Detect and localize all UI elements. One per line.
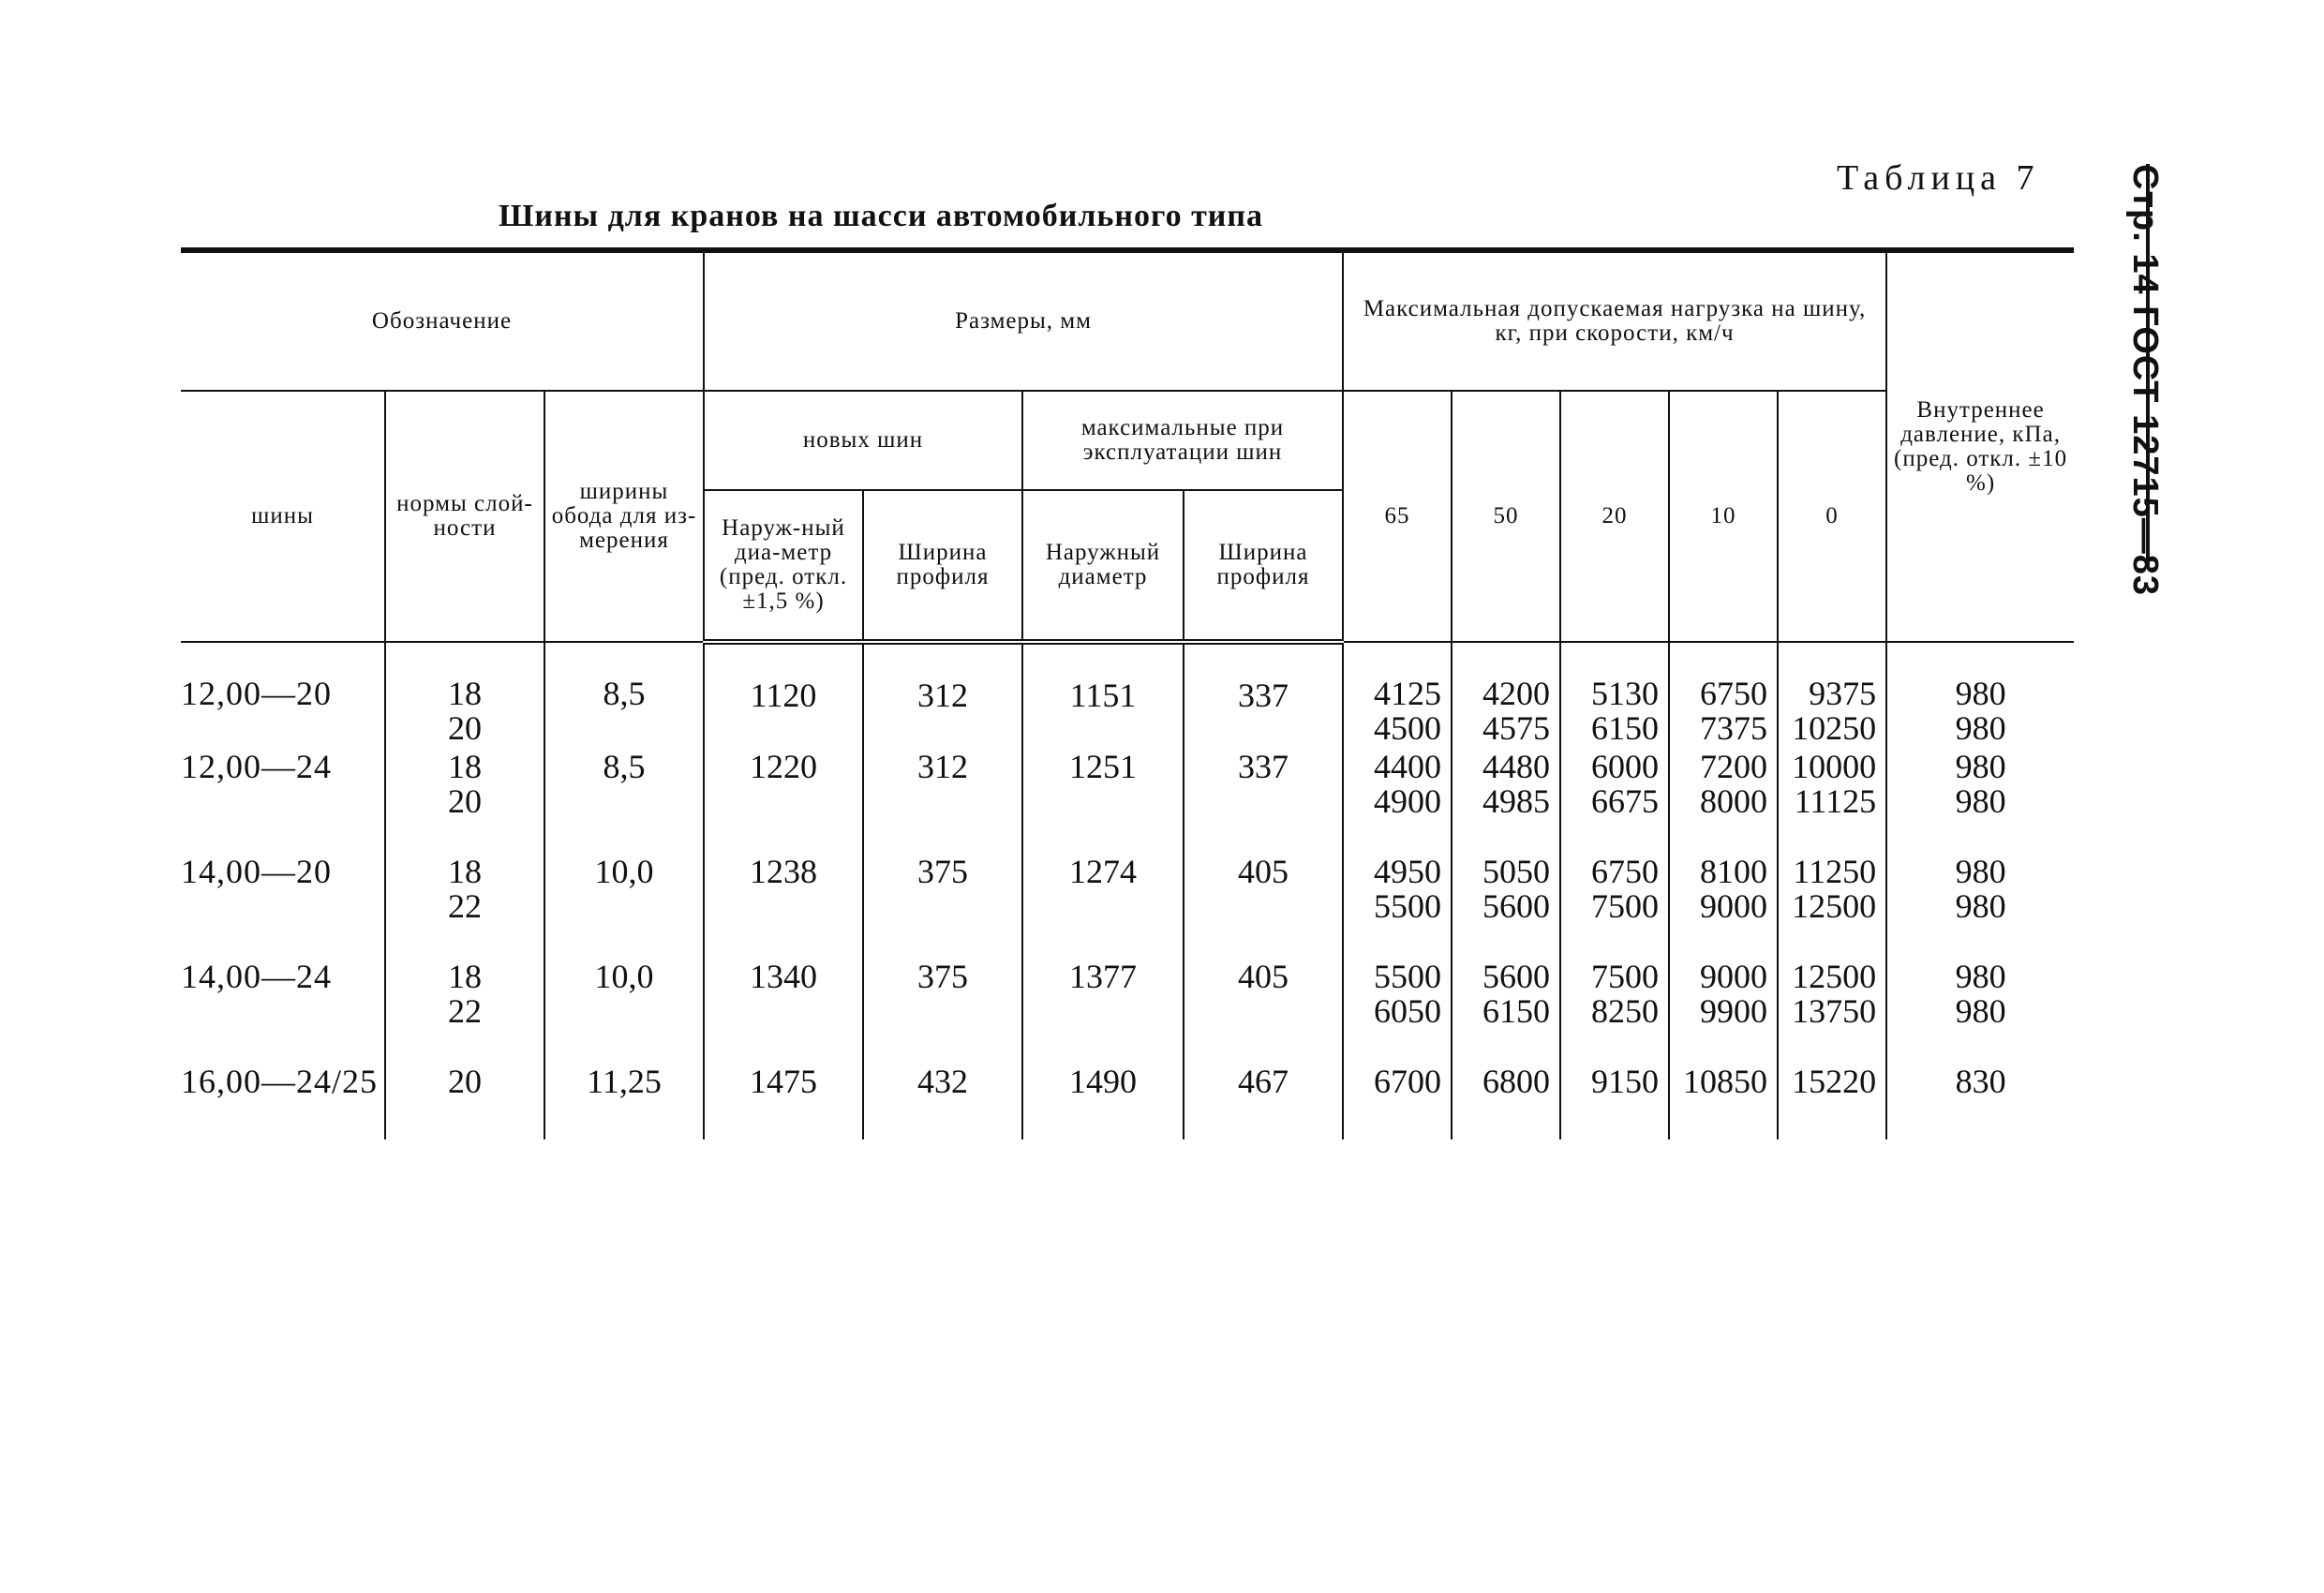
cell-rim-width: 10,0 [544,958,704,1063]
cell-ply-rating-value: 18 [448,748,482,785]
cell-profile-width-max: 467 [1184,1063,1343,1139]
cell-load-10 [1669,642,1778,748]
cell-load-65 [1343,958,1452,1063]
cell-load-20-value: 6750 [1591,853,1660,890]
cell-ply-rating [385,1063,544,1139]
cell-load-50-value: 4480 [1482,748,1551,785]
cell-load-10-value: 9000 [1700,887,1768,925]
cell-load-65 [1343,642,1452,748]
cell-pressure-value: 980 [1955,853,2006,890]
cell-ply-rating-value: 18 [448,675,482,712]
header-sizes: Размеры, мм [704,250,1343,391]
cell-pressure-value: 980 [1955,958,2006,995]
cell-tire: 12,00—20 [181,642,385,748]
header-max-load: Максимальная допускаемая нагрузка на шину, кг, при скорости, км/ч [1343,250,1886,391]
cell-load-50-value: 6150 [1482,992,1551,1030]
cell-load-20-value: 7500 [1591,887,1660,925]
cell-load-65-value: 4125 [1374,675,1442,712]
cell-load-10-value: 10850 [1683,1063,1768,1100]
cell-outer-diameter-max: 1274 [1022,853,1184,958]
cell-ply-rating [385,642,544,748]
cell-ply-rating-value: 20 [448,1063,482,1100]
cell-load-10-value: 9000 [1700,958,1768,995]
header-designation: Обозначение [181,250,704,391]
cell-load-50-value: 6800 [1482,1063,1551,1100]
cell-load-0-value: 13750 [1792,992,1877,1030]
page-reference: Стр. 14 ГОСТ 12715—83 [2125,164,2165,597]
header-outer-diameter-service: Наружный диаметр [1022,490,1184,642]
header-profile-width-new: Ширина профиля [863,490,1022,642]
cell-pressure [1886,958,2074,1063]
cell-load-50 [1452,642,1560,748]
cell-outer-diameter-new: 1220 [704,748,863,853]
cell-load-0 [1778,1063,1886,1139]
cell-rim-width: 10,0 [544,853,704,958]
cell-profile-width-max: 337 [1184,748,1343,853]
cell-profile-width-new: 375 [863,958,1022,1063]
cell-outer-diameter-new: 1475 [704,1063,863,1139]
tires-table-container [181,247,2074,1139]
header-pressure: Внутреннее давление, кПа, (пред. откл. ±10 %) [1886,250,2074,642]
cell-pressure-value: 980 [1955,675,2006,712]
cell-load-50-value: 5600 [1482,958,1551,995]
cell-outer-diameter-max: 1251 [1022,748,1184,853]
cell-load-20 [1560,1063,1669,1139]
table-row [181,1063,2074,1139]
header-profile-width-service: Ширина профиля [1184,490,1343,642]
cell-ply-rating-value: 18 [448,853,482,890]
cell-profile-width-max: 337 [1184,642,1343,748]
cell-load-65 [1343,748,1452,853]
cell-profile-width-max: 405 [1184,958,1343,1063]
cell-load-10 [1669,1063,1778,1139]
cell-load-50-value: 4575 [1482,709,1551,747]
cell-load-65-value: 6050 [1374,992,1442,1030]
cell-load-0 [1778,748,1886,853]
cell-outer-diameter-max: 1490 [1022,1063,1184,1139]
cell-ply-rating-value: 22 [448,887,482,925]
header-ply-rating: нормы слой-ности [385,391,544,642]
cell-outer-diameter-max: 1377 [1022,958,1184,1063]
cell-load-65-value: 5500 [1374,887,1442,925]
header-max-in-service: максимальные при эксплуатации шин [1022,391,1343,490]
header-rim-width: ширины обода для из-мерения [544,391,704,642]
cell-load-10-value: 7200 [1700,748,1768,785]
cell-outer-diameter-max: 1151 [1022,642,1184,748]
cell-load-20-value: 9150 [1591,1063,1660,1100]
table-row [181,642,2074,748]
header-speed-50: 50 [1452,391,1560,642]
cell-load-65-value: 4500 [1374,709,1442,747]
cell-pressure-value: 980 [1955,992,2006,1030]
cell-load-65-value: 6700 [1374,1063,1442,1100]
table-row [181,853,2074,958]
cell-load-65 [1343,853,1452,958]
cell-tire: 14,00—20 [181,853,385,958]
cell-load-0 [1778,642,1886,748]
cell-ply-rating [385,748,544,853]
cell-load-50-value: 5050 [1482,853,1551,890]
header-new-tires: новых шин [704,391,1022,490]
cell-load-0 [1778,958,1886,1063]
table-row [181,958,2074,1063]
table-body [181,642,2074,1139]
cell-load-50-value: 4200 [1482,675,1551,712]
cell-load-50 [1452,958,1560,1063]
cell-load-20 [1560,642,1669,748]
cell-load-20 [1560,958,1669,1063]
cell-profile-width-new: 375 [863,853,1022,958]
cell-load-20-value: 5130 [1591,675,1660,712]
cell-pressure-value: 980 [1955,782,2006,820]
cell-load-10-value: 6750 [1700,675,1768,712]
cell-load-0-value: 10000 [1792,748,1877,785]
cell-pressure-value: 980 [1955,709,2006,747]
cell-load-10-value: 7375 [1700,709,1768,747]
cell-rim-width: 8,5 [544,748,704,853]
cell-load-20-value: 6150 [1591,709,1660,747]
cell-tire: 16,00—24/25 [181,1063,385,1139]
header-speed-65: 65 [1343,391,1452,642]
cell-load-20 [1560,748,1669,853]
cell-ply-rating [385,853,544,958]
cell-ply-rating [385,958,544,1063]
cell-ply-rating-value: 20 [448,782,482,820]
cell-load-0 [1778,853,1886,958]
header-speed-0: 0 [1778,391,1886,642]
cell-load-10-value: 8000 [1700,782,1768,820]
cell-ply-rating-value: 20 [448,709,482,747]
cell-load-50 [1452,1063,1560,1139]
cell-load-0-value: 12500 [1792,887,1877,925]
cell-load-20 [1560,853,1669,958]
cell-load-20-value: 7500 [1591,958,1660,995]
cell-profile-width-max: 405 [1184,853,1343,958]
cell-pressure [1886,853,2074,958]
cell-pressure [1886,642,2074,748]
cell-load-50-value: 5600 [1482,887,1551,925]
cell-outer-diameter-new: 1238 [704,853,863,958]
cell-load-0-value: 9375 [1809,675,1877,712]
header-tires: шины [181,391,385,642]
cell-outer-diameter-new: 1340 [704,958,863,1063]
header-speed-10: 10 [1669,391,1778,642]
cell-rim-width: 8,5 [544,642,704,748]
cell-profile-width-new: 312 [863,748,1022,853]
cell-load-50 [1452,853,1560,958]
cell-ply-rating-value: 22 [448,992,482,1030]
cell-load-65-value: 4950 [1374,853,1442,890]
cell-outer-diameter-new: 1120 [704,642,863,748]
cell-tire: 12,00—24 [181,748,385,853]
cell-ply-rating-value: 18 [448,958,482,995]
cell-tire: 14,00—24 [181,958,385,1063]
cell-pressure-value: 980 [1955,748,2006,785]
cell-load-10 [1669,853,1778,958]
cell-load-10 [1669,958,1778,1063]
cell-load-50-value: 4985 [1482,782,1551,820]
cell-load-0-value: 12500 [1792,958,1877,995]
cell-load-10-value: 8100 [1700,853,1768,890]
cell-load-0-value: 11125 [1794,782,1877,820]
cell-rim-width: 11,25 [544,1063,704,1139]
cell-pressure [1886,1063,2074,1139]
cell-load-10 [1669,748,1778,853]
table-title: Шины для кранов на шасси автомобильного типа [499,199,1263,233]
cell-load-65-value: 4900 [1374,782,1442,820]
cell-load-20-value: 6000 [1591,748,1660,785]
cell-load-0-value: 10250 [1792,709,1877,747]
cell-load-65 [1343,1063,1452,1139]
cell-load-0-value: 11250 [1793,853,1877,890]
cell-load-65-value: 4400 [1374,748,1442,785]
cell-load-10-value: 9900 [1700,992,1768,1030]
cell-load-65-value: 5500 [1374,958,1442,995]
cell-pressure-value: 980 [1955,887,2006,925]
cell-load-20-value: 8250 [1591,992,1660,1030]
header-outer-diameter-new: Наруж-ный диа-метр (пред. откл. ±1,5 %) [704,490,863,642]
cell-load-50 [1452,748,1560,853]
cell-load-0-value: 15220 [1792,1063,1877,1100]
header-speed-20: 20 [1560,391,1669,642]
cell-pressure-value: 830 [1955,1063,2006,1100]
tires-table [181,247,2074,1139]
cell-profile-width-new: 312 [863,642,1022,748]
cell-load-20-value: 6675 [1591,782,1660,820]
table-label: Таблица 7 [1837,158,2040,198]
cell-profile-width-new: 432 [863,1063,1022,1139]
table-row [181,748,2074,853]
cell-pressure [1886,748,2074,853]
